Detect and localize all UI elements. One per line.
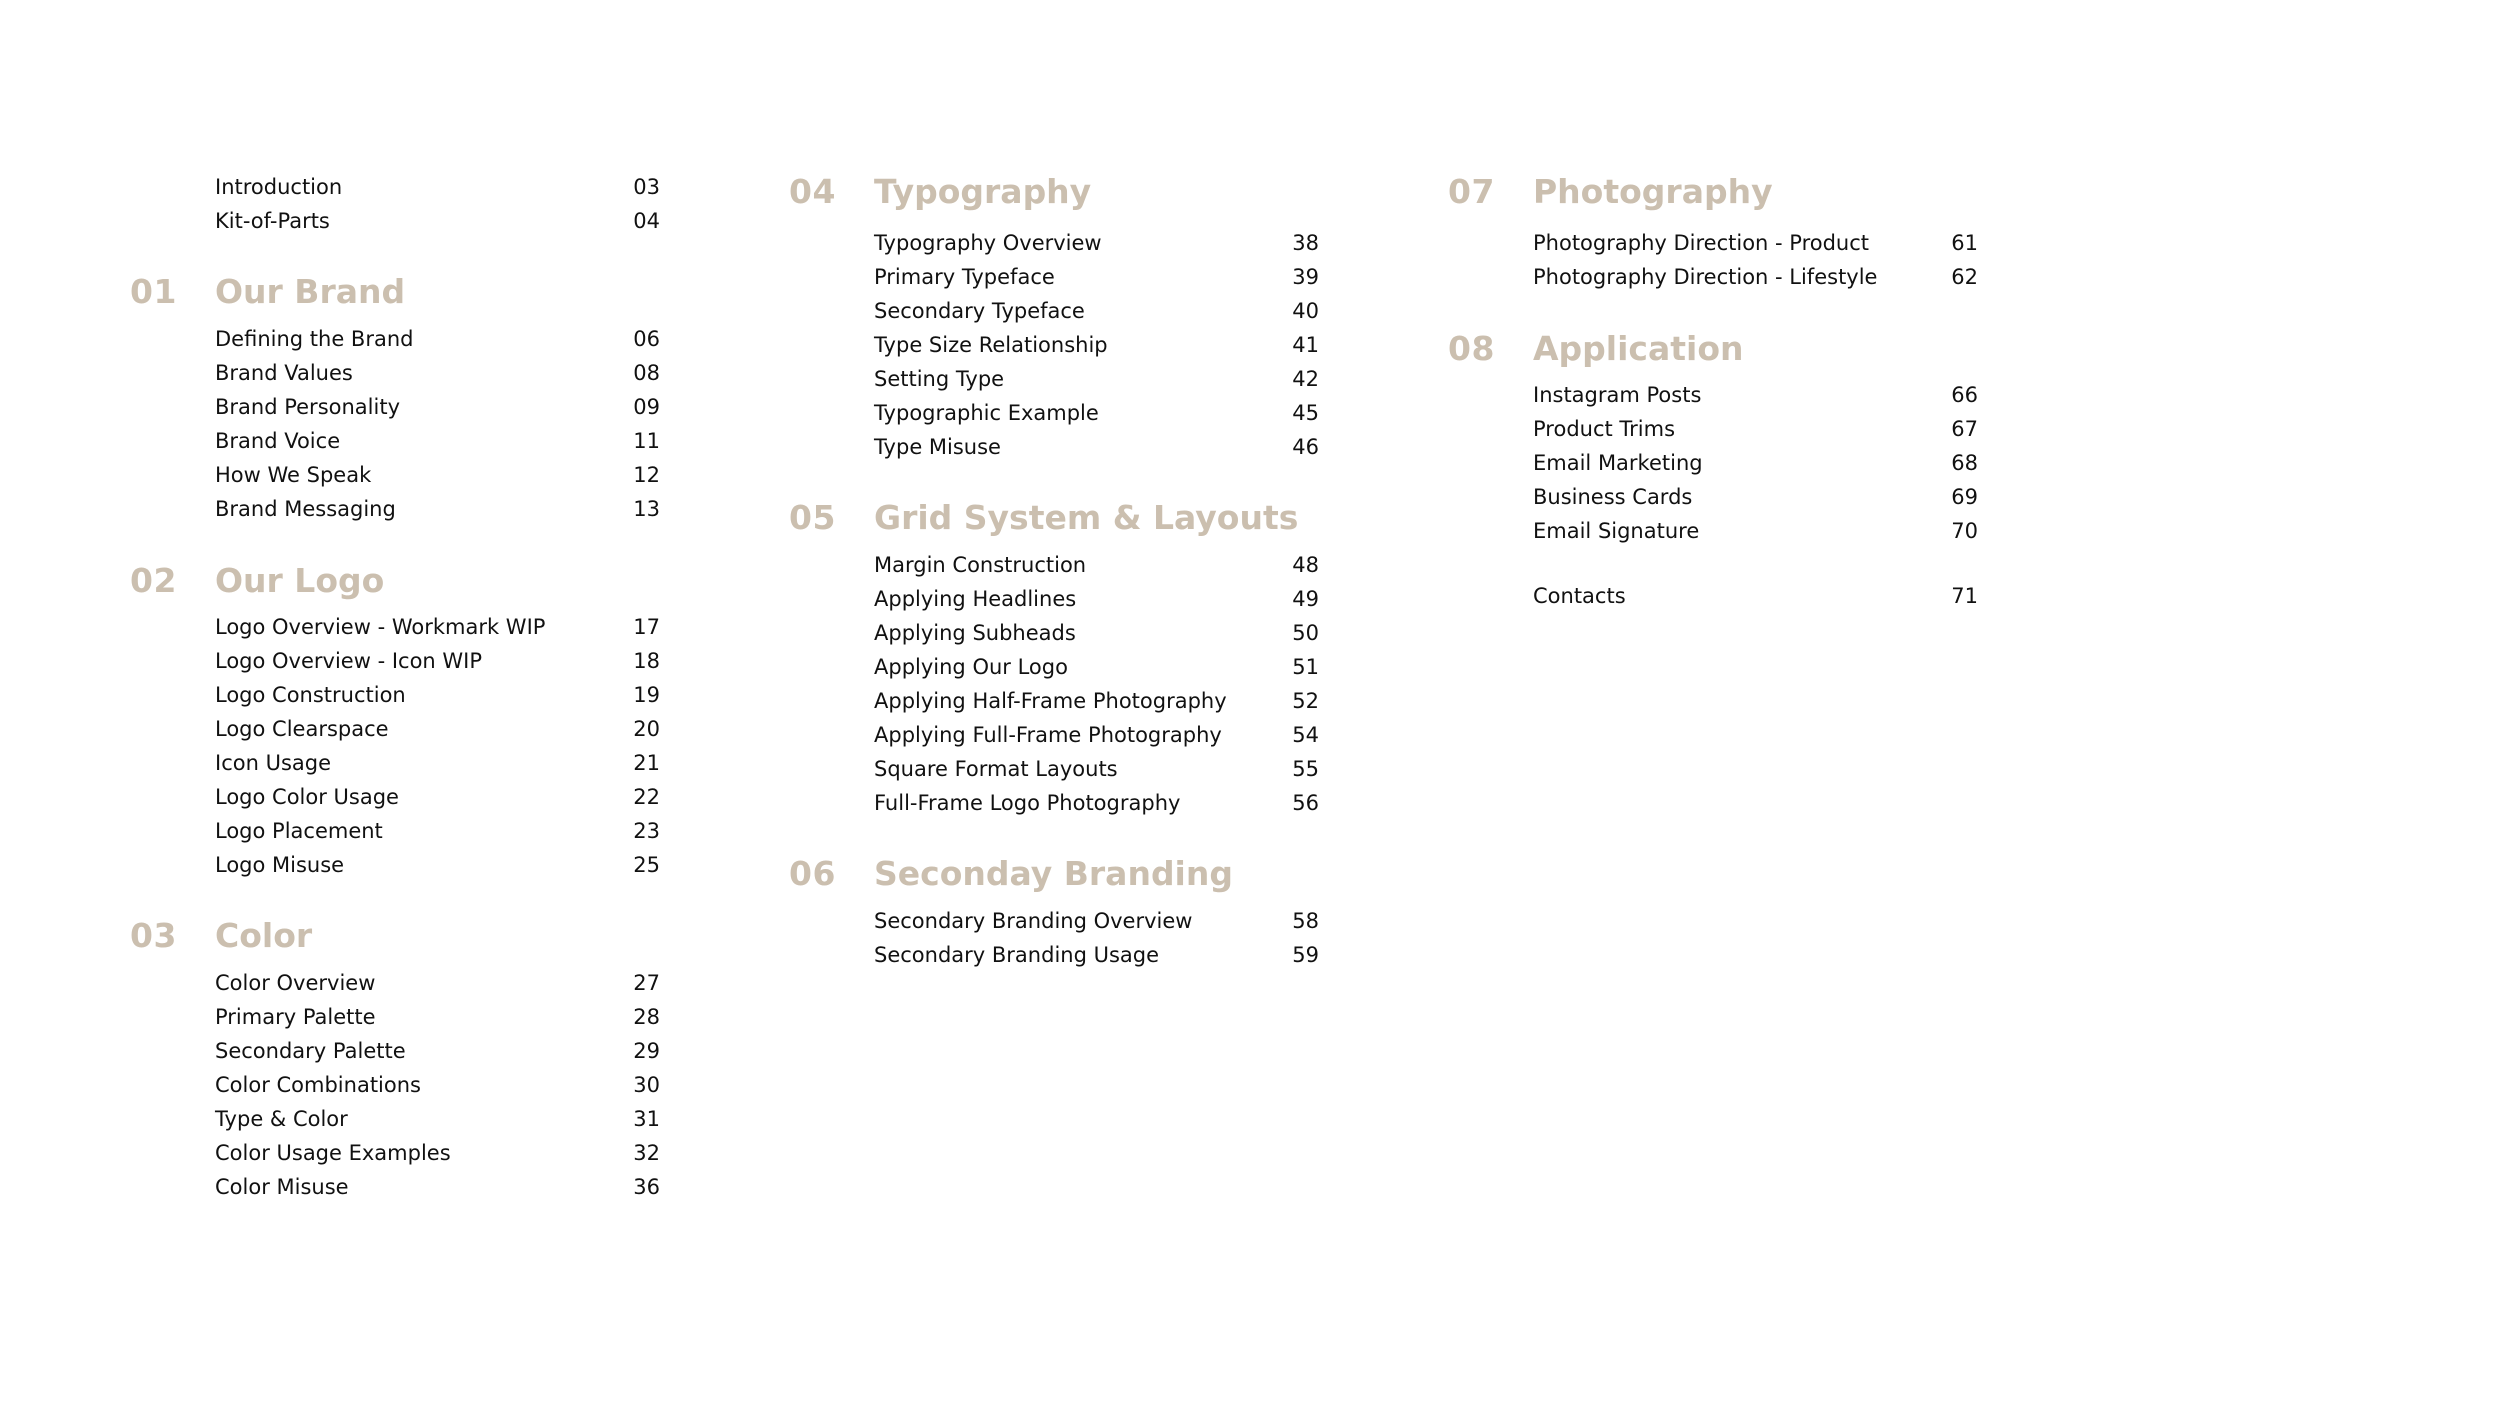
toc-item-label: Brand Values xyxy=(215,361,353,385)
section-number: 02 xyxy=(130,561,177,600)
toc-item-label: Type & Color xyxy=(215,1107,348,1131)
toc-item-page: 59 xyxy=(1292,943,1319,967)
section-heading-typography xyxy=(789,172,1389,212)
toc-item-page: 11 xyxy=(633,429,660,453)
toc-item-label: Typographic Example xyxy=(874,401,1099,425)
toc-item-page: 23 xyxy=(633,819,660,843)
toc-item-page: 58 xyxy=(1292,909,1319,933)
toc-item-label: Setting Type xyxy=(874,367,1005,391)
section-title: Typography xyxy=(874,172,1092,211)
toc-item-page: 50 xyxy=(1292,621,1319,645)
toc-item-label: Icon Usage xyxy=(215,751,332,775)
toc-item-page: 03 xyxy=(633,175,660,199)
toc-item-page: 28 xyxy=(633,1005,660,1029)
section-number: 06 xyxy=(789,854,836,893)
section-number: 05 xyxy=(789,498,836,537)
toc-item-label: Logo Misuse xyxy=(215,853,345,877)
toc-item-label: Color Overview xyxy=(215,971,376,995)
toc-item-label: How We Speak xyxy=(215,463,372,487)
section-title: Our Logo xyxy=(215,561,385,600)
toc-item-label: Square Format Layouts xyxy=(874,757,1118,781)
toc-item-label: Secondary Typeface xyxy=(874,299,1085,323)
toc-item-label: Margin Construction xyxy=(874,553,1087,577)
toc-item-page: 06 xyxy=(633,327,660,351)
toc-item-page: 40 xyxy=(1292,299,1319,323)
toc-item-label: Kit-of-Parts xyxy=(215,209,330,233)
section-heading-secondary-branding xyxy=(789,854,1389,894)
toc-item-label: Logo Overview - Workmark WIP xyxy=(215,615,546,639)
toc-item-label: Applying Subheads xyxy=(874,621,1076,645)
toc-item-page: 41 xyxy=(1292,333,1319,357)
toc-item-label: Brand Messaging xyxy=(215,497,396,521)
section-heading-photography xyxy=(1448,172,2048,212)
toc-item-label: Secondary Palette xyxy=(215,1039,406,1063)
section-title: Photography xyxy=(1533,172,1773,211)
toc-item-page: 08 xyxy=(633,361,660,385)
toc-item-label: Full-Frame Logo Photography xyxy=(874,791,1181,815)
toc-item-page: 56 xyxy=(1292,791,1319,815)
toc-item-label: Brand Voice xyxy=(215,429,341,453)
toc-item-label: Business Cards xyxy=(1533,485,1693,509)
toc-item-page: 32 xyxy=(633,1141,660,1165)
toc-item-page: 21 xyxy=(633,751,660,775)
section-title: Color xyxy=(215,916,313,955)
toc-item-label: Color Misuse xyxy=(215,1175,349,1199)
toc-item-label: Applying Half-Frame Photography xyxy=(874,689,1227,713)
toc-item-page: 67 xyxy=(1951,417,1978,441)
toc-item-label: Logo Color Usage xyxy=(215,785,399,809)
section-heading-grid-system xyxy=(789,498,1389,538)
toc-item-page: 71 xyxy=(1951,584,1978,608)
toc-item-label: Logo Overview - Icon WIP xyxy=(215,649,483,673)
section-heading-color xyxy=(130,916,730,956)
toc-item-page: 70 xyxy=(1951,519,1978,543)
toc-item-page: 20 xyxy=(633,717,660,741)
toc-item-page: 27 xyxy=(633,971,660,995)
toc-item-page: 17 xyxy=(633,615,660,639)
toc-item-label: Type Size Relationship xyxy=(874,333,1108,357)
toc-item-page: 62 xyxy=(1951,265,1978,289)
toc-item-page: 36 xyxy=(633,1175,660,1199)
toc-item-page: 18 xyxy=(633,649,660,673)
toc-item-page: 66 xyxy=(1951,383,1978,407)
toc-item-label: Introduction xyxy=(215,175,343,199)
toc-item-label: Primary Typeface xyxy=(874,265,1055,289)
toc-item-label: Secondary Branding Overview xyxy=(874,909,1193,933)
section-number: 08 xyxy=(1448,329,1495,368)
toc-item-page: 45 xyxy=(1292,401,1319,425)
toc-item-page: 61 xyxy=(1951,231,1978,255)
toc-item-page: 42 xyxy=(1292,367,1319,391)
toc-item-page: 49 xyxy=(1292,587,1319,611)
toc-item-page: 38 xyxy=(1292,231,1319,255)
toc-item-label: Type Misuse xyxy=(874,435,1001,459)
toc-item-label: Typography Overview xyxy=(874,231,1102,255)
section-number: 04 xyxy=(789,172,836,211)
toc-item-page: 22 xyxy=(633,785,660,809)
section-title: Our Brand xyxy=(215,272,406,311)
toc-item-label: Logo Clearspace xyxy=(215,717,389,741)
toc-item-page: 25 xyxy=(633,853,660,877)
section-title: Seconday Branding xyxy=(874,854,1233,893)
toc-item-label: Brand Personality xyxy=(215,395,400,419)
toc-item-page: 39 xyxy=(1292,265,1319,289)
section-title: Grid System & Layouts xyxy=(874,498,1299,537)
toc-item-label: Applying Full-Frame Photography xyxy=(874,723,1222,747)
toc-item-label: Primary Palette xyxy=(215,1005,376,1029)
toc-item-page: 54 xyxy=(1292,723,1319,747)
section-heading-application xyxy=(1448,329,2048,369)
toc-item-label: Applying Our Logo xyxy=(874,655,1068,679)
section-number: 03 xyxy=(130,916,177,955)
toc-item-label: Email Marketing xyxy=(1533,451,1703,475)
toc-item-label: Color Combinations xyxy=(215,1073,421,1097)
section-number: 01 xyxy=(130,272,177,311)
toc-item-label: Color Usage Examples xyxy=(215,1141,451,1165)
toc-item-page: 52 xyxy=(1292,689,1319,713)
toc-item-page: 51 xyxy=(1292,655,1319,679)
toc-item-label: Photography Direction - Product xyxy=(1533,231,1870,255)
toc-item-page: 13 xyxy=(633,497,660,521)
toc-item-page: 04 xyxy=(633,209,660,233)
toc-item-label: Applying Headlines xyxy=(874,587,1077,611)
toc-item-page: 48 xyxy=(1292,553,1319,577)
toc-item-page: 19 xyxy=(633,683,660,707)
section-heading-our-brand xyxy=(130,272,730,312)
toc-item-label: Contacts xyxy=(1533,584,1626,608)
toc-item-label: Logo Construction xyxy=(215,683,406,707)
section-heading-our-logo xyxy=(130,561,730,601)
toc-item-page: 12 xyxy=(633,463,660,487)
toc-item-label: Product Trims xyxy=(1533,417,1676,441)
toc-item-page: 29 xyxy=(633,1039,660,1063)
toc-item-label: Secondary Branding Usage xyxy=(874,943,1160,967)
toc-item-page: 55 xyxy=(1292,757,1319,781)
toc-item-label: Email Signature xyxy=(1533,519,1700,543)
section-title: Application xyxy=(1533,329,1744,368)
toc-item-page: 09 xyxy=(633,395,660,419)
toc-item-page: 46 xyxy=(1292,435,1319,459)
toc-item-label: Instagram Posts xyxy=(1533,383,1702,407)
toc-item-page: 30 xyxy=(633,1073,660,1097)
toc-item-label: Photography Direction - Lifestyle xyxy=(1533,265,1878,289)
toc-item-page: 68 xyxy=(1951,451,1978,475)
toc-item-label: Defining the Brand xyxy=(215,327,414,351)
toc-item-page: 31 xyxy=(633,1107,660,1131)
section-number: 07 xyxy=(1448,172,1495,211)
toc-item-label: Logo Placement xyxy=(215,819,383,843)
toc-item-page: 69 xyxy=(1951,485,1978,509)
